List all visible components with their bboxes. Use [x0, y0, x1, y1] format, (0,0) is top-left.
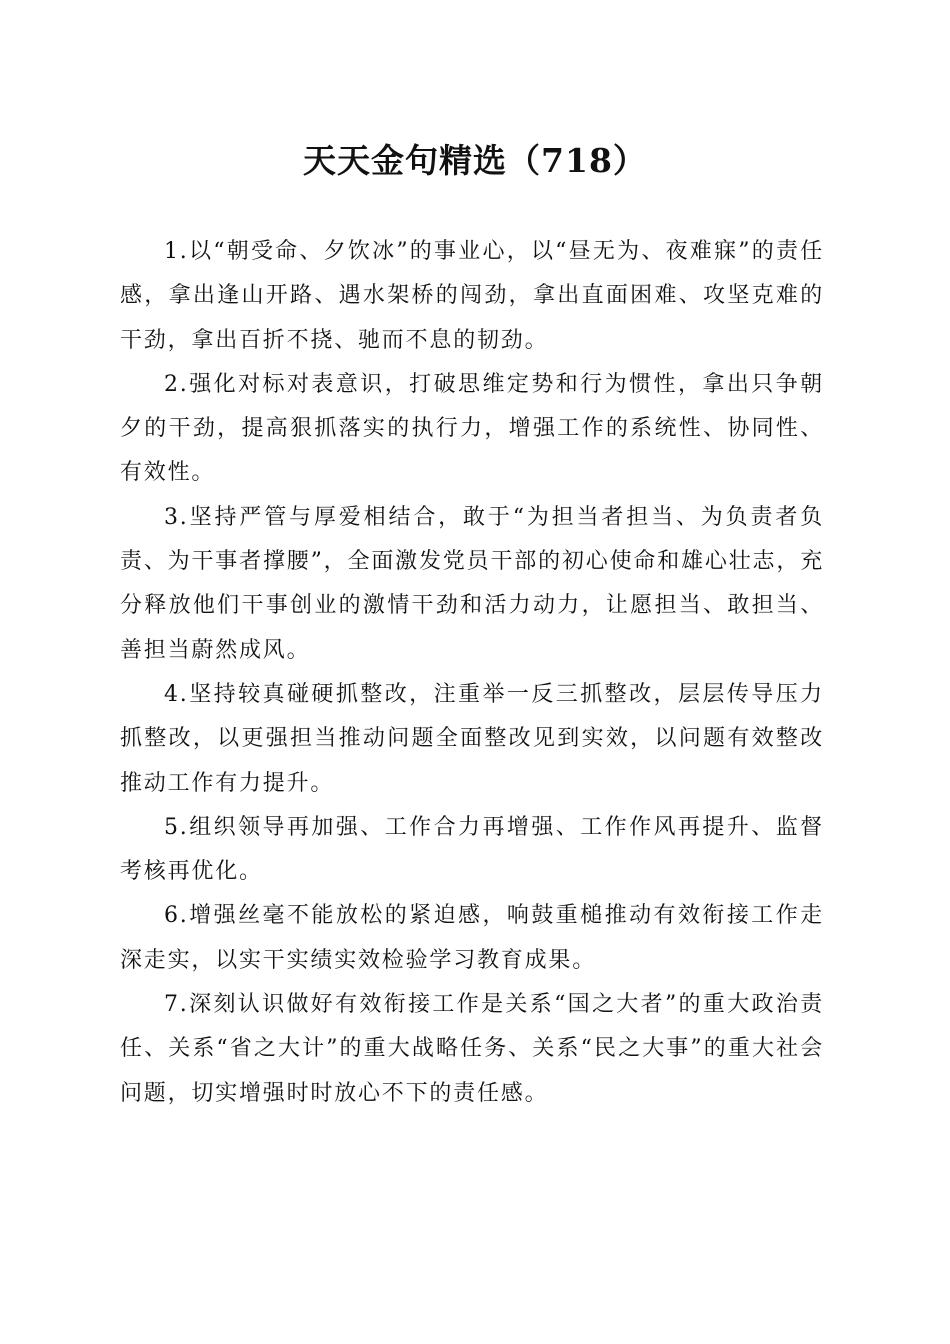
quote-paragraph-3: 3.坚持严管与厚爱相结合，敢于“为担当者担当、为负责者负责、为干事者撑腰”，全面激发党员干部的初心使命和雄心壮志，充分释放他们干事创业的激情干劲和活力动力，让愿担当、敢担当、善担当蔚然成风。 [120, 504, 824, 663]
quote-paragraph-1: 1.以“朝受命、夕饮冰”的事业心，以“昼无为、夜难寐”的责任感，拿出逢山开路、遇水架桥的闯劲，拿出直面困难、攻坚克难的干劲，拿出百折不挠、驰而不息的韧劲。 [120, 239, 824, 353]
document-body [120, 230, 824, 1116]
quote-paragraph-4: 4.坚持较真碰硬抓整改，注重举一反三抓整改，层层传导压力抓整改，以更强担当推动问题全面整改见到实效，以问题有效整改推动工作有力提升。 [120, 681, 824, 796]
document-title: 天天金句精选（718） [303, 141, 647, 180]
quote-paragraph-5: 5.组织领导再加强、工作合力再增强、工作作风再提升、监督考核再优化。 [120, 814, 824, 885]
quote-paragraph-2: 2.强化对标对表意识，打破思维定势和行为惯性，拿出只争朝夕的干劲，提高狠抓落实的执行力，增强工作的系统性、协同性、有效性。 [120, 371, 824, 486]
quote-paragraph-6: 6.增强丝毫不能放松的紧迫感，响鼓重槌推动有效衔接工作走深走实，以实干实绩实效检验学习教育成果。 [120, 903, 824, 973]
quote-paragraph-7: 7.深刻认识做好有效衔接工作是关系“国之大者”的重大政治责任、关系“省之大计”的重大战略任务、关系“民之大事”的重大社会问题，切实增强时时放心不下的责任感。 [120, 992, 824, 1106]
